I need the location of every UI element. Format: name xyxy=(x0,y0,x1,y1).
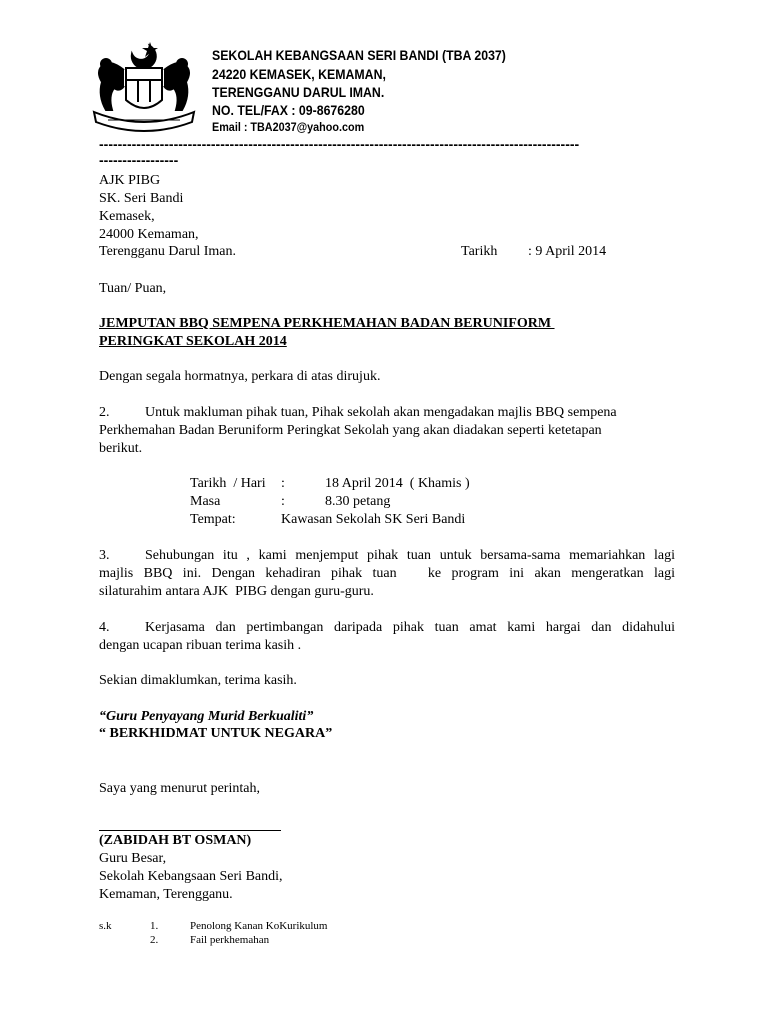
slogan: “ BERKHIDMAT UNTUK NEGARA” xyxy=(99,726,333,741)
para4-number: 4. xyxy=(99,620,110,635)
recipient-line: 24000 Kemaman, xyxy=(99,227,199,242)
recipient-line: SK. Seri Bandi xyxy=(99,191,184,206)
cc-item-text: Fail perkhemahan xyxy=(190,934,270,946)
closing: Sekian dimaklumkan, terima kasih. xyxy=(99,673,297,688)
subject-line1: JEMPUTAN BBQ SEMPENA PERKHEMAHAN BADAN BERUNIFORM xyxy=(99,316,555,331)
school-address-line1: 24220 KEMASEK, KEMAMAN, xyxy=(212,66,386,82)
header-rule: ------------------------------------------------------------------------------------------------------- xyxy=(99,136,580,152)
detail-value: 8.30 petang xyxy=(325,494,391,509)
detail-sep: : xyxy=(281,494,285,509)
date-value: : 9 April 2014 xyxy=(528,244,607,259)
cc-label: s.k xyxy=(99,920,112,932)
date-label: Tarikh xyxy=(461,244,498,259)
header-rule-continuation: ----------------- xyxy=(99,152,179,168)
para3-line1: Sehubungan itu , kami menjemput pihak tuan untuk bersama-sama memariahkan lagi xyxy=(145,548,675,563)
recipient-line: AJK PIBG xyxy=(99,173,161,188)
para3-line2: majlis BBQ ini. Dengan kehadiran pihak tuan ke program ini akan mengeratkan lagi xyxy=(99,566,675,581)
para3-number: 3. xyxy=(99,548,110,563)
crest-icon xyxy=(88,40,200,134)
recipient-line: Kemasek, xyxy=(99,209,155,224)
detail-sep: : xyxy=(281,476,285,491)
para4-line2: dengan ucapan ribuan terima kasih . xyxy=(99,638,302,653)
detail-value: Kawasan Sekolah SK Seri Bandi xyxy=(281,512,466,527)
cc-item-number: 2. xyxy=(150,934,159,946)
motto: “Guru Penyayang Murid Berkualiti” xyxy=(99,709,314,724)
detail-value: 18 April 2014 ( Khamis ) xyxy=(325,476,470,491)
opening-paragraph: Dengan segala hormatnya, perkara di atas dirujuk. xyxy=(99,369,381,384)
cc-item-text: Penolong Kanan KoKurikulum xyxy=(190,920,328,932)
signatory-name: (ZABIDAH BT OSMAN) xyxy=(99,833,252,848)
detail-label: Masa xyxy=(190,494,221,509)
para3-line3: silaturahim antara AJK PIBG dengan guru-guru. xyxy=(99,584,374,599)
signatory-title: Guru Besar, xyxy=(99,851,167,866)
signoff: Saya yang menurut perintah, xyxy=(99,781,260,796)
para2-number: 2. xyxy=(99,405,110,420)
para2-line2: Perkhemahan Badan Beruniform Peringkat Sekolah yang akan diadakan seperti ketetapan xyxy=(99,423,602,438)
cc-item-number: 1. xyxy=(150,920,159,932)
signatory-place: Kemaman, Terengganu. xyxy=(99,887,233,902)
detail-label: Tarikh / Hari xyxy=(190,476,266,491)
salutation: Tuan/ Puan, xyxy=(99,281,167,296)
school-address-line2: TERENGGANU DARUL IMAN. xyxy=(212,84,385,100)
para2-line3: berikut. xyxy=(99,441,143,456)
para2-line1: Untuk makluman pihak tuan, Pihak sekolah akan mengadakan majlis BBQ sempena xyxy=(145,405,617,420)
school-name: SEKOLAH KEBANGSAAN SERI BANDI (TBA 2037) xyxy=(212,47,506,63)
recipient-line: Terengganu Darul Iman. xyxy=(99,244,237,259)
school-phone: NO. TEL/FAX : 09-8676280 xyxy=(212,102,365,118)
subject-line2: PERINGKAT SEKOLAH 2014 xyxy=(99,334,287,349)
signature-line xyxy=(99,830,281,831)
detail-label: Tempat: xyxy=(190,512,236,527)
para4-line1: Kerjasama dan pertimbangan daripada pihak tuan amat kami hargai dan didahului xyxy=(145,620,675,635)
signatory-school: Sekolah Kebangsaan Seri Bandi, xyxy=(99,869,283,884)
coat-of-arms-logo xyxy=(88,40,200,134)
school-email: Email : TBA2037@yahoo.com xyxy=(212,120,365,134)
